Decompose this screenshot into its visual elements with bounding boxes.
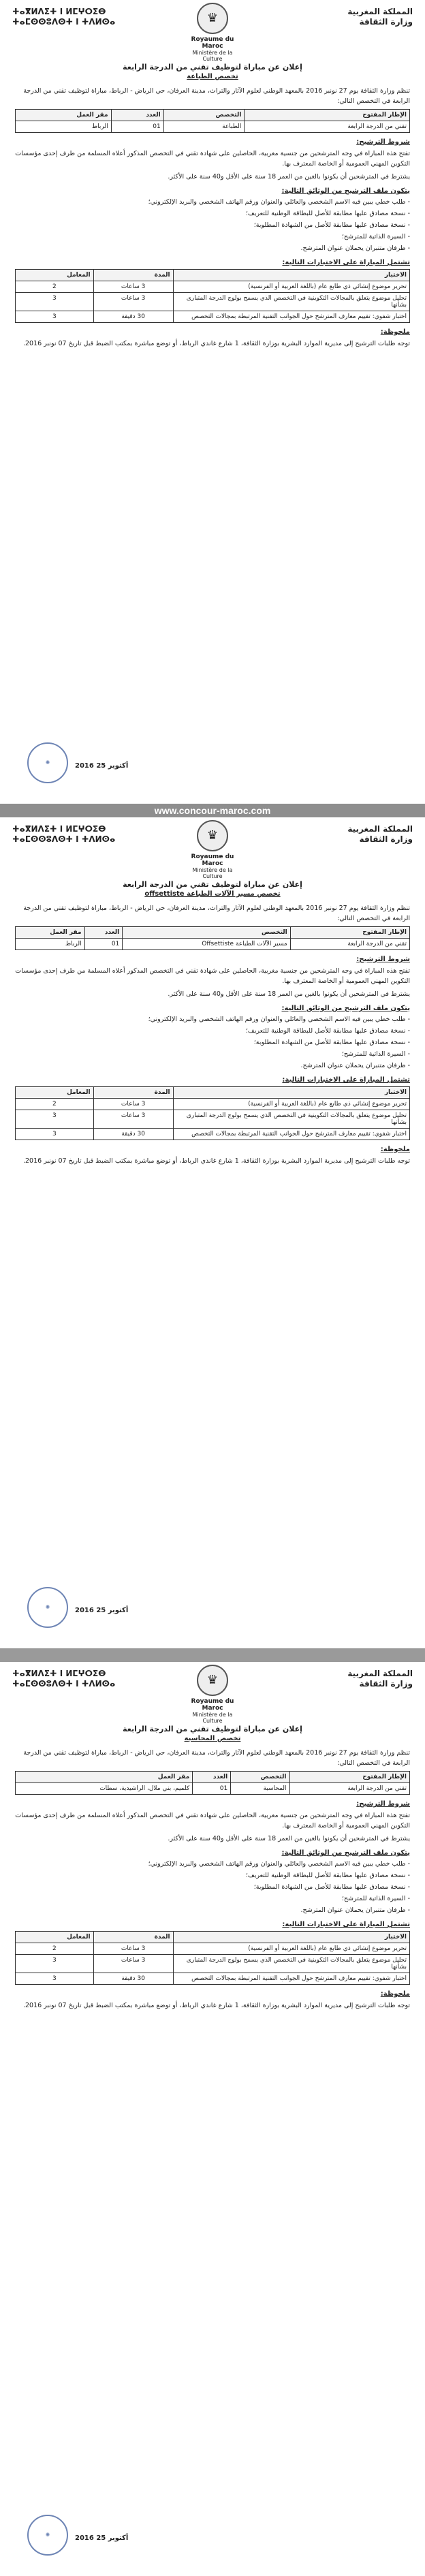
- table-cell: 01: [84, 939, 123, 950]
- notes-heading: ملحوظة:: [380, 328, 410, 336]
- positions-table: [15, 109, 410, 133]
- letterhead: [0, 817, 425, 879]
- kingdom-french: Royaume du Maroc: [191, 853, 234, 867]
- age-requirement: يشترط في المترشحين أن يكونوا بالغين من العمر 18 سنة على الأقل و40 سنة على الأكثر.: [168, 1835, 410, 1842]
- table-header: المعامل: [16, 1087, 94, 1099]
- table-cell: 3 ساعات: [93, 1943, 173, 1955]
- table-row: [16, 1973, 410, 1985]
- table-cell: 2: [16, 281, 94, 293]
- table-row: [16, 1783, 410, 1795]
- bullet-dash-icon: -: [405, 1027, 410, 1035]
- kingdom-arabic: المملكة المغربية: [347, 824, 413, 834]
- table-cell: 3: [16, 1955, 94, 1973]
- list-item-text: نسخة مصادق عليها مطابقة للأصل للبطاقة الوطنية للتعريف؛: [245, 1027, 406, 1035]
- table-cell: الطباعة: [163, 121, 245, 133]
- list-item: [15, 232, 410, 242]
- bullet-dash-icon: -: [405, 1016, 410, 1023]
- crown-icon: ♛: [197, 3, 228, 34]
- list-item: [15, 1049, 410, 1059]
- list-item: [15, 220, 410, 230]
- tifinagh-heading: [12, 7, 115, 27]
- table-header-row: [16, 927, 410, 939]
- list-item: [15, 1859, 410, 1869]
- tifinagh-line-1: ⵜⴰⴳⵍⴷⵉⵜ ⵏ ⵍⵎⵖⵔⵉⴱ: [12, 7, 106, 16]
- table-cell: 3 ساعات: [93, 1110, 173, 1129]
- list-item: [15, 1882, 410, 1892]
- conditions-text: تفتح هذه المباراة في وجه المترشحين من جنسية مغربية، الحاصلين على شهادة تقني في التخصص المذكور أعلاه المسلمة من طرف إحدى مؤسسات التكوين المهني العمومية أو الخاصة المعترف بها.: [15, 150, 410, 168]
- tifinagh-line-2: ⵜⴰⵎⵙⵙⵓⴷⵙⵜ ⵏ ⵜⴷⵍⵙⴰ: [12, 17, 116, 27]
- announcement-body: [0, 1725, 425, 2011]
- table-cell: تحرير موضوع إنشائي ذي طابع عام (باللغة العربية أو الفرنسية): [173, 1099, 409, 1110]
- ministry-arabic: وزارة الثقافة: [359, 834, 413, 844]
- list-item: [15, 1014, 410, 1024]
- conditions-heading: شروط الترشيح:: [356, 956, 410, 963]
- signature-date: 2016 أكتوبر 25: [75, 2534, 129, 2542]
- list-item-text: ظرفان متنبران يحملان عنوان المترشح.: [300, 1906, 406, 1914]
- announcement-page: [0, 0, 425, 804]
- table-cell: تقني من الدرجة الرابعة: [290, 939, 409, 950]
- crown-icon: ♛: [197, 1665, 228, 1696]
- table-row: [16, 311, 410, 323]
- exams-table: [15, 1086, 410, 1140]
- bullet-dash-icon: -: [405, 1062, 410, 1069]
- table-header: الاختبار: [173, 270, 409, 281]
- bullet-dash-icon: -: [405, 233, 410, 240]
- table-header: الإطار المفتوح: [290, 927, 409, 939]
- table-row: [16, 1955, 410, 1973]
- list-item: [15, 1061, 410, 1071]
- list-item: [15, 1037, 410, 1048]
- table-cell: المحاسبة: [231, 1783, 289, 1795]
- announcement-title: إعلان عن مباراة لتوظيف تقني من الدرجة الرابعة: [123, 63, 302, 72]
- table-header: العدد: [84, 927, 123, 939]
- kingdom-french: Royaume du Maroc: [191, 1698, 234, 1712]
- tifinagh-heading: [12, 1669, 115, 1689]
- announcement-page: [0, 817, 425, 1648]
- table-cell: كلميم، بني ملال، الراشيدية، سطات: [16, 1783, 193, 1795]
- table-header: العدد: [193, 1772, 231, 1783]
- letterhead: [0, 0, 425, 62]
- table-cell: 30 دقيقة: [93, 1973, 173, 1985]
- bullet-dash-icon: -: [405, 221, 410, 229]
- table-header: العدد: [111, 110, 163, 121]
- exams-table: [15, 269, 410, 323]
- list-item-text: طلب خطي يبين فيه الاسم الشخصي والعائلي والعنوان ورقم الهاتف الشخصي والبريد الإلكتروني؛: [148, 1860, 406, 1868]
- table-cell: 30 دقيقة: [93, 311, 173, 323]
- page-separator: [0, 1648, 425, 1662]
- file-heading: يتكون ملف الترشيح من الوثائق التالية:: [281, 1005, 410, 1012]
- table-cell: 3: [16, 311, 94, 323]
- tifinagh-line-1: ⵜⴰⴳⵍⴷⵉⵜ ⵏ ⵍⵎⵖⵔⵉⴱ: [12, 1669, 106, 1678]
- table-cell: 3: [16, 1110, 94, 1129]
- ministry-arabic: وزارة الثقافة: [359, 1679, 413, 1688]
- table-cell: 30 دقيقة: [93, 1129, 173, 1140]
- intro-paragraph: تنظم وزارة الثقافة يوم 27 نونبر 2016 بالمعهد الوطني لعلوم الآثار والتراث، مدينة العرفان، حي الرياض - الرباط، مباراة لتوظيف تقني من الدرجة الرابعة في التخصص التالي:: [23, 1749, 410, 1767]
- bullet-dash-icon: -: [405, 1895, 410, 1902]
- table-cell: تحرير موضوع إنشائي ذي طابع عام (باللغة العربية أو الفرنسية): [173, 1943, 409, 1955]
- list-item: [15, 1894, 410, 1904]
- table-header: مقر العمل: [16, 110, 112, 121]
- announcement-page: [0, 1662, 425, 2576]
- ministry-french: Ministère de la Culture: [192, 1712, 233, 1724]
- table-header: الإطار المفتوح: [289, 1772, 409, 1783]
- table-header: المعامل: [16, 1932, 94, 1943]
- table-row: [16, 939, 410, 950]
- list-item-text: طلب خطي يبين فيه الاسم الشخصي والعائلي والعنوان ورقم الهاتف الشخصي والبريد الإلكتروني؛: [148, 198, 406, 206]
- table-cell: تقني من الدرجة الرابعة: [245, 121, 410, 133]
- ministry-french: Ministère de la Culture: [192, 50, 233, 62]
- table-cell: 3: [16, 293, 94, 311]
- list-item: [15, 208, 410, 219]
- note-text: توجه طلبات الترشيح إلى مديرية الموارد البشرية بوزارة الثقافة، 1 شارع غاندي الرباط، أو توضع مباشرة بمكتب الضبط قبل تاريخ 07 نونبر 2016.: [22, 2002, 410, 2009]
- announcement-title: إعلان عن مباراة لتوظيف تقني من الدرجة الرابعة: [123, 1725, 302, 1733]
- arabic-heading: [347, 824, 413, 845]
- bullet-dash-icon: -: [405, 1039, 410, 1046]
- table-cell: مسير الآلات الطباعة Offsettiste: [123, 939, 290, 950]
- signature-date: 2016 أكتوبر 25: [75, 762, 129, 770]
- table-cell: 3 ساعات: [93, 1099, 173, 1110]
- table-cell: 3 ساعات: [93, 293, 173, 311]
- crown-icon: ♛: [197, 820, 228, 851]
- positions-table: [15, 926, 410, 950]
- file-heading: يتكون ملف الترشيح من الوثائق التالية:: [281, 187, 410, 195]
- table-row: [16, 1943, 410, 1955]
- kingdom-arabic: المملكة المغربية: [347, 1669, 413, 1678]
- bullet-dash-icon: -: [405, 1860, 410, 1868]
- bullet-dash-icon: -: [405, 1906, 410, 1914]
- table-row: [16, 293, 410, 311]
- official-stamp-icon: ✺: [27, 1587, 68, 1628]
- ministry-arabic: وزارة الثقافة: [359, 17, 413, 27]
- table-row: [16, 1110, 410, 1129]
- kingdom-arabic: المملكة المغربية: [347, 7, 413, 16]
- table-header: المدة: [93, 1087, 173, 1099]
- table-header: التخصص: [163, 110, 245, 121]
- table-cell: 3: [16, 1129, 94, 1140]
- specialty-subtitle: تخصص الطباعة: [187, 73, 238, 80]
- table-cell: تحليل موضوع يتعلق بالمجالات التكوينية في التخصص الذي يسمح بولوج الدرجة المتبارى بشأنها: [173, 293, 409, 311]
- table-header: الاختبار: [173, 1087, 409, 1099]
- list-item-text: نسخة مصادق عليها مطابقة للأصل من الشهادة المطلوبة؛: [253, 1883, 406, 1891]
- table-cell: 3: [16, 1973, 94, 1985]
- table-header: المدة: [93, 1932, 173, 1943]
- table-cell: اختبار شفوي: تقييم معارف المترشح حول الجوانب التقنية المرتبطة بمجالات التخصص: [173, 1973, 409, 1985]
- age-requirement: يشترط في المترشحين أن يكونوا بالغين من العمر 18 سنة على الأقل و40 سنة على الأكثر.: [168, 990, 410, 998]
- table-cell: تحرير موضوع إنشائي ذي طابع عام (باللغة العربية أو الفرنسية): [173, 281, 409, 293]
- table-cell: تحليل موضوع يتعلق بالمجالات التكوينية في التخصص الذي يسمح بولوج الدرجة المتبارى بشأنها: [173, 1955, 409, 1973]
- table-header: الاختبار: [173, 1932, 409, 1943]
- list-item-text: السيرة الذاتية للمترشح؛: [341, 1895, 406, 1902]
- table-cell: تحليل موضوع يتعلق بالمجالات التكوينية في التخصص الذي يسمح بولوج الدرجة المتبارى بشأنها: [173, 1110, 409, 1129]
- signature-date: 2016 أكتوبر 25: [75, 1607, 129, 1614]
- file-heading: يتكون ملف الترشيح من الوثائق التالية:: [281, 1849, 410, 1857]
- table-cell: تقني من الدرجة الرابعة: [289, 1783, 409, 1795]
- positions-table: [15, 1771, 410, 1795]
- royal-emblem: [185, 820, 240, 879]
- ministry-french: Ministère de la Culture: [192, 867, 233, 879]
- list-item: [15, 1905, 410, 1915]
- list-item-text: السيرة الذاتية للمترشح؛: [341, 233, 406, 240]
- table-cell: 3 ساعات: [93, 281, 173, 293]
- tifinagh-line-1: ⵜⴰⴳⵍⴷⵉⵜ ⵏ ⵍⵎⵖⵔⵉⴱ: [12, 824, 106, 834]
- table-header-row: [16, 1087, 410, 1099]
- kingdom-french: Royaume du Maroc: [191, 36, 234, 50]
- table-header: مقر العمل: [16, 1772, 193, 1783]
- table-cell: 2: [16, 1943, 94, 1955]
- list-item-text: نسخة مصادق عليها مطابقة للأصل للبطاقة الوطنية للتعريف؛: [245, 1872, 406, 1879]
- announcement-body: [0, 880, 425, 1166]
- age-requirement: يشترط في المترشحين أن يكونوا بالغين من العمر 18 سنة على الأقل و40 سنة على الأكثر.: [168, 173, 410, 180]
- table-header: المدة: [93, 270, 173, 281]
- table-header-row: [16, 1932, 410, 1943]
- exam-heading: تشتمل المباراة على الاختبارات التالية:: [282, 1076, 410, 1084]
- website-watermark: www.concour-maroc.com: [0, 804, 425, 817]
- table-cell: الرباط: [16, 939, 85, 950]
- table-cell: 2: [16, 1099, 94, 1110]
- official-stamp-icon: ✺: [27, 742, 68, 783]
- table-header: التخصص: [231, 1772, 289, 1783]
- conditions-text: تفتح هذه المباراة في وجه المترشحين من جنسية مغربية، الحاصلين على شهادة تقني في التخصص المذكور أعلاه المسلمة من طرف إحدى مؤسسات التكوين المهني العمومية أو الخاصة المعترف بها.: [15, 1812, 410, 1829]
- specialty-subtitle: تخصص المحاسبة: [184, 1735, 241, 1742]
- table-header: التخصص: [123, 927, 290, 939]
- specialty-subtitle: تخصص مسير الآلات الطباعة offsettiste: [144, 890, 281, 898]
- table-header-row: [16, 270, 410, 281]
- table-cell: 3 ساعات: [93, 1955, 173, 1973]
- list-item-text: نسخة مصادق عليها مطابقة للأصل من الشهادة المطلوبة؛: [253, 1039, 406, 1046]
- list-item-text: ظرفان متنبران يحملان عنوان المترشح.: [300, 245, 406, 252]
- royal-emblem: [185, 3, 240, 62]
- note-text: توجه طلبات الترشيح إلى مديرية الموارد البشرية بوزارة الثقافة، 1 شارع غاندي الرباط، أو توضع مباشرة بمكتب الضبط قبل تاريخ 07 نونبر 2016.: [22, 340, 410, 347]
- tifinagh-line-2: ⵜⴰⵎⵙⵙⵓⴷⵙⵜ ⵏ ⵜⴷⵍⵙⴰ: [12, 1679, 116, 1688]
- table-row: [16, 121, 410, 133]
- royal-emblem: [185, 1665, 240, 1724]
- exam-heading: تشتمل المباراة على الاختبارات التالية:: [282, 259, 410, 266]
- list-item-text: السيرة الذاتية للمترشح؛: [341, 1050, 406, 1058]
- table-cell: 01: [111, 121, 163, 133]
- table-cell: 01: [193, 1783, 231, 1795]
- list-item: [15, 1870, 410, 1881]
- table-header-row: [16, 110, 410, 121]
- list-item-text: نسخة مصادق عليها مطابقة للأصل للبطاقة الوطنية للتعريف؛: [245, 210, 406, 217]
- notes-heading: ملحوظة:: [380, 1146, 410, 1153]
- bullet-dash-icon: -: [405, 210, 410, 217]
- table-row: [16, 281, 410, 293]
- arabic-heading: [347, 7, 413, 27]
- exams-table: [15, 1931, 410, 1985]
- table-header: الإطار المفتوح: [245, 110, 410, 121]
- announcement-body: [0, 63, 425, 349]
- table-cell: الرباط: [16, 121, 112, 133]
- conditions-text: تفتح هذه المباراة في وجه المترشحين من جنسية مغربية، الحاصلين على شهادة تقني في التخصص المذكور أعلاه المسلمة من طرف إحدى مؤسسات التكوين المهني العمومية أو الخاصة المعترف بها.: [15, 967, 410, 985]
- tifinagh-line-2: ⵜⴰⵎⵙⵙⵓⴷⵙⵜ ⵏ ⵜⴷⵍⵙⴰ: [12, 834, 116, 844]
- conditions-heading: شروط الترشيح:: [356, 1800, 410, 1808]
- list-item-text: طلب خطي يبين فيه الاسم الشخصي والعائلي والعنوان ورقم الهاتف الشخصي والبريد الإلكتروني؛: [148, 1016, 406, 1023]
- table-header: مقر العمل: [16, 927, 85, 939]
- tifinagh-heading: [12, 824, 115, 845]
- bullet-dash-icon: -: [405, 245, 410, 252]
- list-item-text: نسخة مصادق عليها مطابقة للأصل من الشهادة المطلوبة؛: [253, 221, 406, 229]
- note-text: توجه طلبات الترشيح إلى مديرية الموارد البشرية بوزارة الثقافة، 1 شارع غاندي الرباط، أو توضع مباشرة بمكتب الضبط قبل تاريخ 07 نونبر 2016.: [22, 1157, 410, 1165]
- bullet-dash-icon: -: [405, 1050, 410, 1058]
- arabic-heading: [347, 1669, 413, 1689]
- table-header-row: [16, 1772, 410, 1783]
- list-item: [15, 243, 410, 253]
- conditions-heading: شروط الترشيح:: [356, 138, 410, 146]
- bullet-dash-icon: -: [405, 1872, 410, 1879]
- exam-heading: تشتمل المباراة على الاختبارات التالية:: [282, 1921, 410, 1928]
- list-item-text: ظرفان متنبران يحملان عنوان المترشح.: [300, 1062, 406, 1069]
- table-row: [16, 1099, 410, 1110]
- official-stamp-icon: ✺: [27, 2515, 68, 2556]
- bullet-dash-icon: -: [405, 198, 410, 206]
- table-header: المعامل: [16, 270, 94, 281]
- intro-paragraph: تنظم وزارة الثقافة يوم 27 نونبر 2016 بالمعهد الوطني لعلوم الآثار والتراث، مدينة العرفان، حي الرياض - الرباط، مباراة لتوظيف تقني من الدرجة الرابعة في التخصص التالي:: [23, 87, 410, 105]
- list-item: [15, 197, 410, 207]
- table-cell: اختبار شفوي: تقييم معارف المترشح حول الجوانب التقنية المرتبطة بمجالات التخصص: [173, 1129, 409, 1140]
- table-row: [16, 1129, 410, 1140]
- bullet-dash-icon: -: [405, 1883, 410, 1891]
- notes-heading: ملحوظة:: [380, 1990, 410, 1998]
- letterhead: [0, 1662, 425, 1724]
- table-cell: اختبار شفوي: تقييم معارف المترشح حول الجوانب التقنية المرتبطة بمجالات التخصص: [173, 311, 409, 323]
- announcement-title: إعلان عن مباراة لتوظيف تقني من الدرجة الرابعة: [123, 880, 302, 889]
- list-item: [15, 1026, 410, 1036]
- intro-paragraph: تنظم وزارة الثقافة يوم 27 نونبر 2016 بالمعهد الوطني لعلوم الآثار والتراث، مدينة العرفان، حي الرياض - الرباط، مباراة لتوظيف تقني من الدرجة الرابعة في التخصص التالي:: [23, 905, 410, 922]
